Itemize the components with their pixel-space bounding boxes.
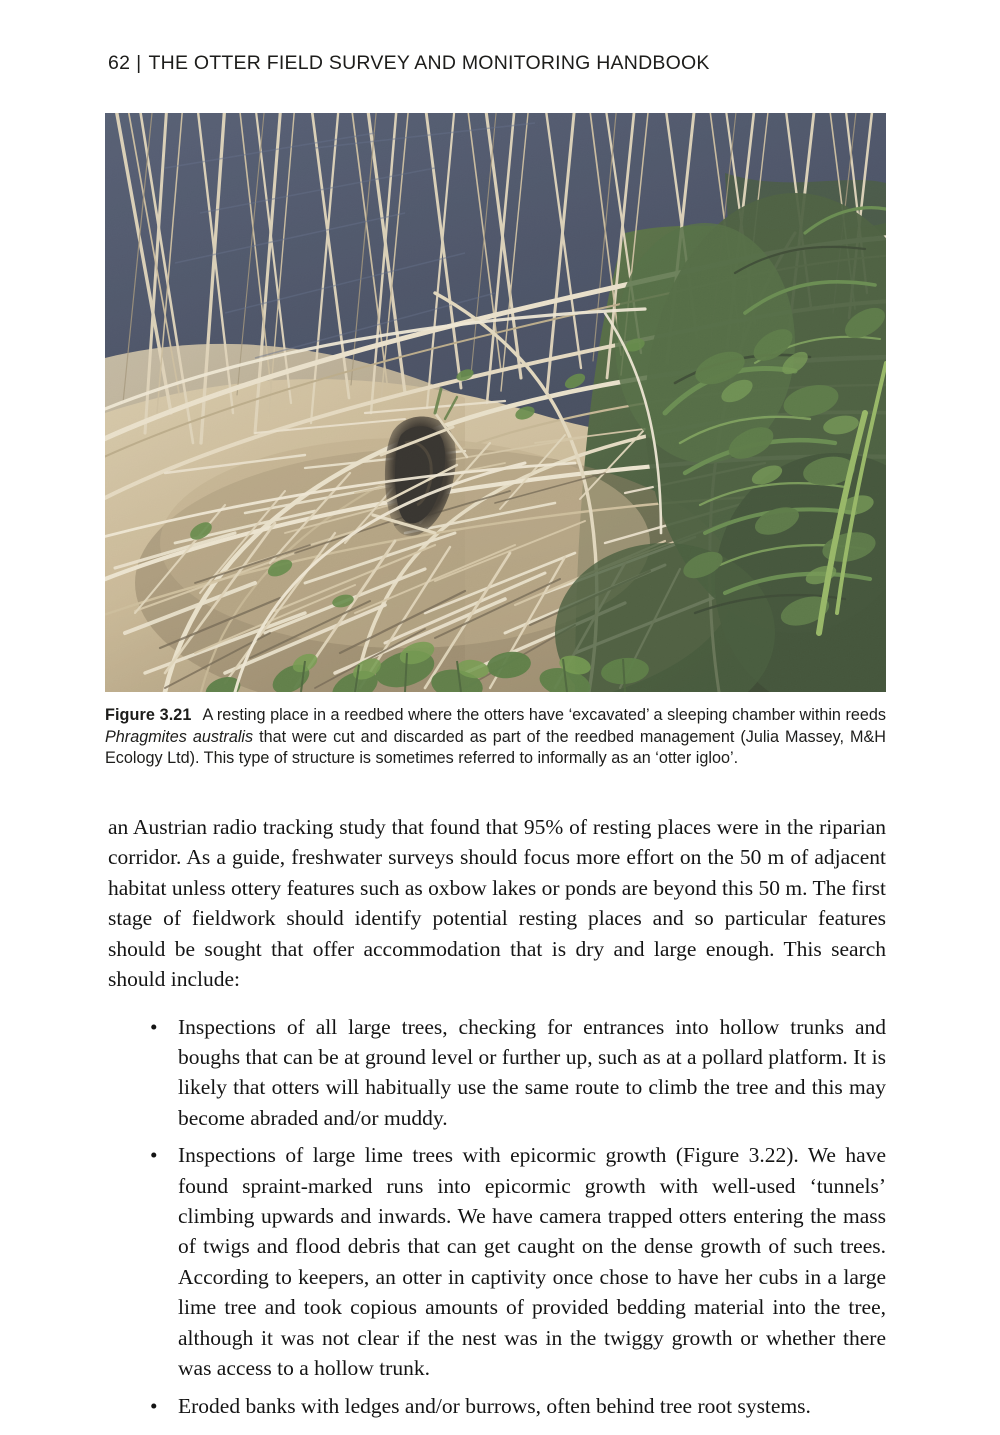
running-head-title: THE OTTER FIELD SURVEY AND MONITORING HANDBOOK xyxy=(148,52,710,74)
figure-photograph xyxy=(105,113,886,692)
caption-text-part1: A resting place in a reedbed where the otters have ‘excavated’ a sleeping chamber within reeds xyxy=(202,706,886,724)
figure-label: Figure 3.21 xyxy=(105,706,192,724)
page-number: 62 xyxy=(108,52,131,74)
bullet-marker-icon: • xyxy=(150,1014,158,1039)
running-head-separator: | xyxy=(136,52,142,74)
body-paragraph: an Austrian radio tracking study that found that 95% of resting places were in the riparian corridor. As a guide, freshwater surveys should focus more effort on the 50 m of adjacent habitat unless ottery features such as oxbow lakes or ponds are beyond this 50 m. The first stage of fieldwork should identify potential resting places and so particular features should be sought that offer accommodation that is dry and large enough. This search should include: xyxy=(108,815,886,992)
bullet-marker-icon: • xyxy=(150,1393,158,1418)
reedbed-resting-place-image xyxy=(105,113,886,692)
list-item xyxy=(108,1391,886,1421)
caption-text-part2: that were cut and discarded as part of the reedbed management (Julia Massey, M&H Ecology Ltd). This type of structure is sometimes referred to informally as an ‘otter igloo’. xyxy=(105,727,886,768)
list-item xyxy=(108,1140,886,1383)
body-copy xyxy=(108,812,886,1421)
caption-species-name: Phragmites australis xyxy=(105,727,254,746)
search-checklist xyxy=(108,1012,886,1421)
figure-caption xyxy=(105,705,886,770)
list-item xyxy=(108,1012,886,1134)
list-item-text: Inspections of all large trees, checking for entrances into hollow trunks and boughs that can be at ground level or further up, such as at a pollard platform. It is likely that otters will habitually use the same route to climb the tree and this may become abraded and/or muddy. xyxy=(178,1014,886,1130)
figure-3-21 xyxy=(105,113,886,770)
bullet-marker-icon: • xyxy=(150,1143,158,1168)
running-head xyxy=(108,52,898,75)
list-item-text: Eroded banks with ledges and/or burrows, often behind tree root systems. xyxy=(178,1393,811,1418)
list-item-text: Inspections of large lime trees with epicormic growth (Figure 3.22). We have found spraint-marked runs into epicormic growth with well-used ‘tunnels’ climbing upwards and inwards. We have camera trapped otters entering the mass of twigs and flood debris that can get caught on the dense growth of such trees. According to keepers, an otter in captivity once chose to have her cubs in a large lime tree and took copious amounts of provided bedding material into the tree, although it was not clear if the nest was in the twiggy growth or whether there was access to a hollow trunk. xyxy=(178,1143,886,1381)
